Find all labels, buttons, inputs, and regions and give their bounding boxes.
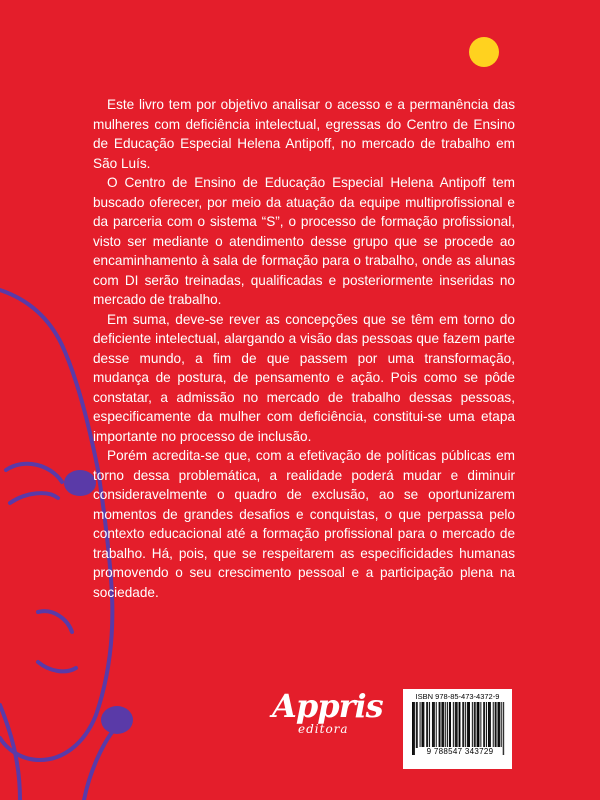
publisher-logo-sub: editora — [298, 722, 349, 736]
synopsis-paragraph: O Centro de Ensino de Educação Especial Helena Antipoff tem buscado oferecer, por meio da atuação da equipe multiprofissional e da parceria com o sistema “S”, o processo de formação profissional, visto ser mediante o atendimento desse grupo que se procede ao encaminhamento à sala de formação para o trabalho, onde as alunas com DI serão treinadas, qualificadas e posteriormente inseridas no mercado de trabalho. — [93, 175, 515, 307]
synopsis — [93, 95, 515, 602]
barcode-digits: 9 788547 343729 — [418, 747, 502, 757]
synopsis-paragraph: Em suma, deve-se rever as concepções que se têm em torno do deficiente intelectual, alargando a visão das pessoas que fazem parte desse mundo, a fim de que passem por uma transformação, mudança de postura, de pensamento e ação. Pois como se pôde constatar, a admissão no mercado de trabalho dessas pessoas, especificamente da mulher com deficiência, constitui-se uma etapa importante no processo de inclusão. — [93, 311, 515, 444]
barcode — [403, 689, 512, 769]
shoulder-dot-icon — [101, 706, 133, 734]
eye-icon — [64, 470, 96, 496]
sun-icon — [469, 37, 499, 67]
appris-logo-icon — [272, 686, 382, 756]
synopsis-paragraph: Este livro tem por objetivo analisar o acesso e a permanência das mulheres com deficiência intelectual, egressas do Centro de Ensino de Educação Especial Helena Antipoff, no mercado de trabalho em São Luís. — [93, 97, 515, 171]
synopsis-paragraph: Porém acredita-se que, com a efetivação de políticas públicas em torno dessa problemática, a realidade poderá mudar e diminuir consideravelmente o quadro de exclusão, ao se oportunizarem momentos de grandes desafios e conquistas, o que perpassa pelo contexto educacional até a formação profissional para o mercado de trabalho. Há, pois, que se respeitarem as especificidades humanas promovendo o seu crescimento pessoal e a participação plena na sociedade. — [93, 448, 515, 600]
publisher-logo-main: Appris — [272, 687, 383, 725]
isbn-label: ISBN 978-85-473-4372-9 — [415, 692, 500, 701]
